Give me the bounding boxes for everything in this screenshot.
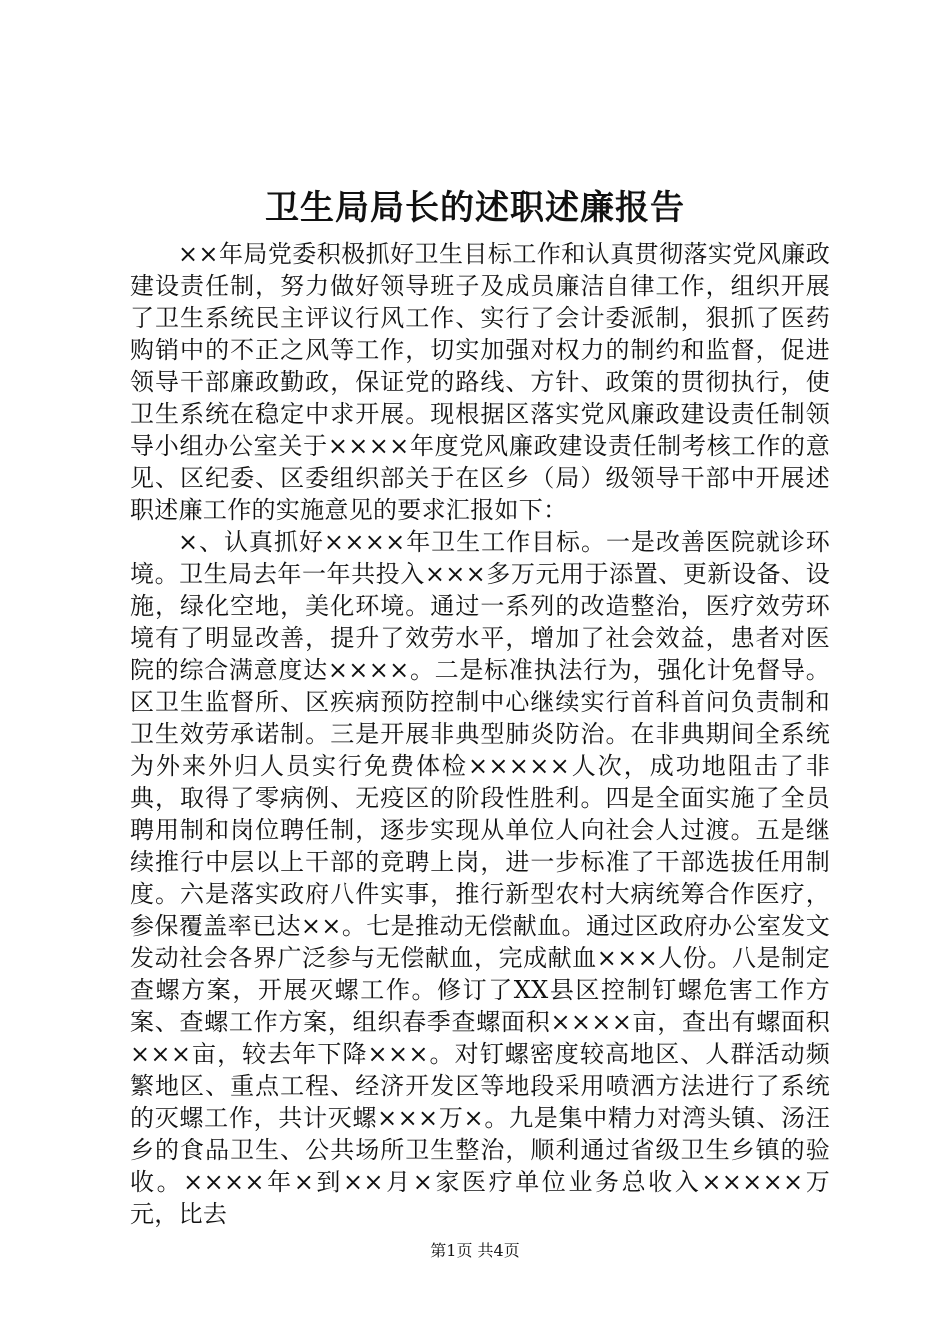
document-body bbox=[130, 238, 830, 1230]
paragraph-intro: ××年局党委积极抓好卫生目标工作和认真贯彻落实党风廉政建设责任制，努力做好领导班子及成员廉洁自律工作，组织开展了卫生系统民主评议行风工作、实行了会计委派制，狠抓了医药购销中的不正之风等工作，切实加强对权力的制约和监督，促进领导干部廉政勤政，保证党的路线、方针、政策的贯彻执行，使卫生系统在稳定中求开展。现根据区落实党风廉政建设责任制领导小组办公室关于××××年度党风廉政建设责任制考核工作的意见、区纪委、区委组织部关于在区乡（局）级领导干部中开展述职述廉工作的实施意见的要求汇报如下： bbox=[130, 240, 830, 524]
page-number: 第1页 共4页 bbox=[430, 1241, 520, 1260]
paragraph-section-1: ×、认真抓好××××年卫生工作目标。一是改善医院就诊环境。卫生局去年一年共投入×××多万元用于添置、更新设备、设施，绿化空地，美化环境。通过一系列的改造整治，医疗效劳环境有了明显改善，提升了效劳水平，增加了社会效益，患者对医院的综合满意度达××××。二是标准执法行为，强化计免督导。区卫生监督所、区疾病预防控制中心继续实行首科首问负责制和卫生效劳承诺制。三是开展非典型肺炎防治。在非典期间全系统为外来外归人员实行免费体检×××××人次，成功地阻击了非典，取得了零病例、无疫区的阶段性胜利。四是全面实施了全员聘用制和岗位聘任制，逐步实现从单位人向社会人过渡。五是继续推行中层以上干部的竞聘上岗，进一步标准了干部选拔任用制度。六是落实政府八件实事，推行新型农村大病统筹合作医疗，参保覆盖率已达××。七是推动无偿献血。通过区政府办公室发文发动社会各界广泛参与无偿献血，完成献血×××人份。八是制定查螺方案，开展灭螺工作。修订了XX县区控制钉螺危害工作方案、查螺工作方案，组织春季查螺面积××××亩，查出有螺面积×××亩，较去年下降×××。对钉螺密度较高地区、人群活动频繁地区、重点工程、经济开发区等地段采用喷洒方法进行了系统的灭螺工作，共计灭螺×××万×。九是集中精力对湾头镇、汤汪乡的食品卫生、公共场所卫生整治，顺利通过省级卫生乡镇的验收。××××年×到××月×家医疗单位业务总收入×××××万元，比去 bbox=[130, 528, 830, 1228]
page-title: 卫生局局长的述职述廉报告 bbox=[265, 188, 685, 228]
